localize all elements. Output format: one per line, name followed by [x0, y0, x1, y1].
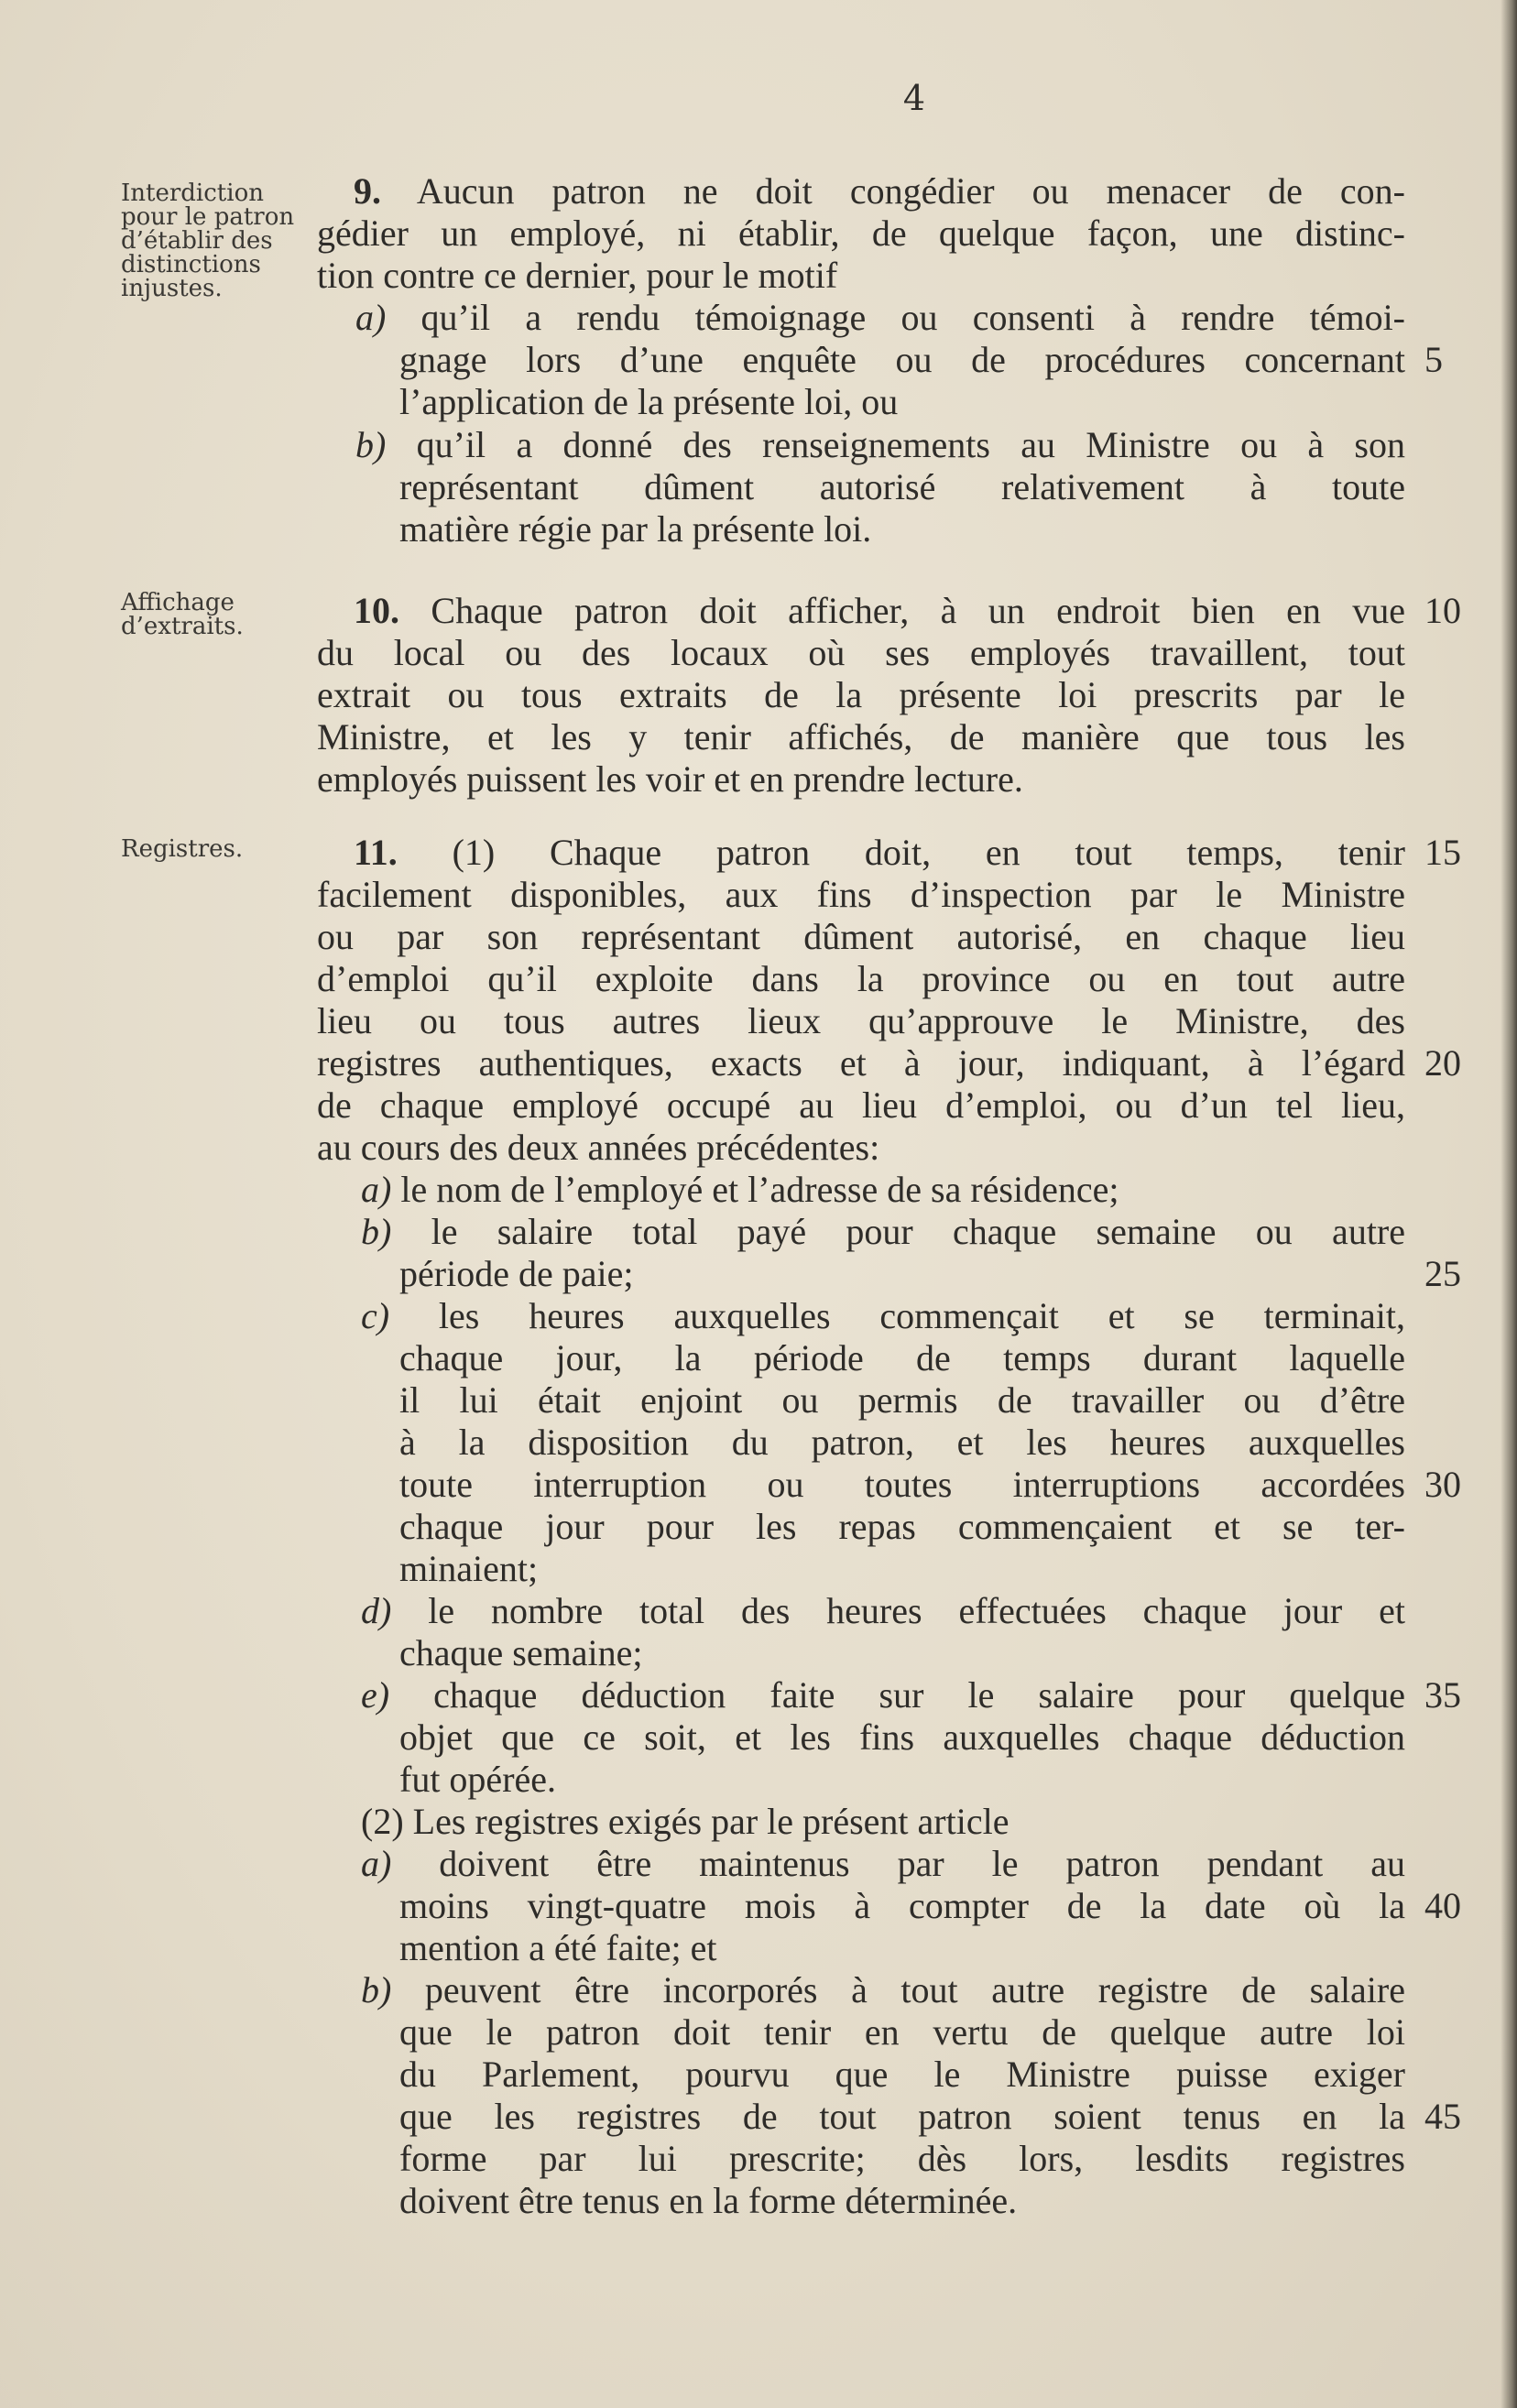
body-line — [399, 339, 1405, 381]
line-text: moins vingt-quatre mois à compter de la date où la — [399, 1885, 1405, 1926]
margin-note-line: Affichage — [121, 589, 235, 616]
body-line — [399, 1337, 1405, 1379]
body-line — [317, 916, 1405, 958]
body-line — [399, 2011, 1405, 2054]
body-line — [399, 1379, 1405, 1422]
body-line — [399, 1506, 1405, 1548]
margin-note-line: injustes. — [121, 275, 223, 302]
page-edge-shadow — [1501, 0, 1517, 2408]
margin-note-line: distinctions — [121, 251, 261, 278]
body-line — [317, 1084, 1405, 1127]
body-line — [354, 590, 1405, 632]
line-text: lieu ou tous autres lieux qu’approuve le Ministre, des — [317, 1000, 1405, 1041]
line-text: chaque jour pour les repas commençaient et se ter- — [399, 1506, 1405, 1547]
line-text: doivent être maintenus par le patron pendant au — [391, 1843, 1405, 1884]
body-line — [361, 1843, 1405, 1885]
body-line — [317, 874, 1405, 916]
line-text: que le patron doit tenir en vertu de quelque autre loi — [399, 2011, 1405, 2053]
line-text: du Parlement, pourvu que le Ministre puisse exiger — [399, 2054, 1405, 2095]
body-line — [317, 1000, 1405, 1042]
margin-line-number: 45 — [1424, 2096, 1461, 2137]
body-line — [361, 1211, 1405, 1253]
body-line — [399, 2054, 1405, 2096]
line-text: le salaire total payé pour chaque semaine ou autre — [391, 1211, 1405, 1252]
body-line — [399, 1927, 1405, 1969]
margin-line-number: 10 — [1424, 590, 1461, 631]
body-line — [399, 1716, 1405, 1759]
body-line — [354, 170, 1405, 212]
line-text: fut opérée. — [399, 1759, 557, 1800]
body-line — [317, 212, 1405, 255]
line-text: gédier un employé, ni établir, de quelque façon, une distinc- — [317, 212, 1405, 254]
body-line — [399, 1422, 1405, 1464]
margin-note-line: Interdiction — [121, 180, 264, 207]
body-line — [399, 1253, 1405, 1295]
body-line — [399, 1632, 1405, 1674]
line-text: objet que ce soit, et les fins auxquelles chaque déduction — [399, 1716, 1405, 1758]
line-text: le nom de l’employé et l’adresse de sa résidence; — [391, 1169, 1119, 1210]
line-text: qu’il a donné des renseignements au Ministre ou à son — [386, 424, 1405, 465]
line-text: registres authentiques, exacts et à jour, indiquant, à l’égard — [317, 1042, 1405, 1084]
section-number: 10. — [354, 590, 399, 631]
body-line — [399, 2138, 1405, 2180]
margin-note-line: d’établir des — [121, 227, 273, 255]
body-line — [399, 1885, 1405, 1927]
line-text: toute interruption ou toutes interruptions accordées — [399, 1464, 1405, 1505]
line-text: (2) Les registres exigés par le présent article — [361, 1801, 1010, 1842]
margin-line-number: 5 — [1424, 339, 1443, 380]
item-label: b) — [355, 424, 387, 465]
line-text: de chaque employé occupé au lieu d’emploi, ou d’un tel lieu, — [317, 1084, 1405, 1126]
item-label: c) — [361, 1295, 390, 1336]
body-line — [317, 958, 1405, 1000]
margin-line-number: 15 — [1424, 832, 1461, 873]
item-label: b) — [361, 1969, 392, 2010]
body-line — [361, 1295, 1405, 1337]
line-text: représentant dûment autorisé relativement à toute — [399, 466, 1405, 507]
line-text: matière régie par la présente loi. — [399, 508, 872, 550]
line-text: les heures auxquelles commençait et se terminait, — [389, 1295, 1405, 1336]
margin-line-number: 30 — [1424, 1464, 1461, 1505]
line-text: le nombre total des heures effectuées chaque jour et — [391, 1590, 1405, 1631]
item-label: a) — [361, 1169, 392, 1210]
body-line — [361, 1674, 1405, 1716]
line-text: du local ou des locaux où ses employés travaillent, tout — [317, 632, 1405, 673]
body-line — [399, 1464, 1405, 1506]
margin-note-line: d’extraits. — [121, 613, 244, 640]
body-line — [361, 1590, 1405, 1632]
body-line — [361, 1169, 1405, 1211]
body-line — [399, 1759, 1405, 1801]
body-line — [317, 758, 1405, 801]
line-text: l’application de la présente loi, ou — [399, 381, 899, 422]
item-label: a) — [355, 297, 387, 338]
margin-note-affichage — [121, 591, 313, 638]
line-text: chaque jour, la période de temps durant laquelle — [399, 1337, 1405, 1378]
body-line — [355, 424, 1405, 466]
item-label: d) — [361, 1590, 392, 1631]
line-text: (1) Chaque patron doit, en tout temps, tenir — [397, 832, 1405, 873]
line-text: qu’il a rendu témoignage ou consenti à rendre témoi- — [386, 297, 1405, 338]
page-number: 4 — [902, 78, 926, 118]
margin-line-number: 35 — [1424, 1674, 1461, 1716]
line-text: d’emploi qu’il exploite dans la province ou en tout autre — [317, 958, 1405, 999]
line-text: période de paie; — [399, 1253, 634, 1294]
line-text: facilement disponibles, aux fins d’inspection par le Ministre — [317, 874, 1405, 915]
body-line — [317, 716, 1405, 758]
line-text: extrait ou tous extraits de la présente loi prescrits par le — [317, 674, 1405, 715]
line-text: ou par son représentant dûment autorisé, en chaque lieu — [317, 916, 1405, 957]
section-number: 9. — [354, 170, 381, 212]
line-text: que les registres de tout patron soient tenus en la — [399, 2096, 1405, 2137]
item-label: a) — [361, 1843, 392, 1884]
body-line — [361, 1801, 1405, 1843]
line-text: chaque semaine; — [399, 1632, 643, 1673]
line-text: Chaque patron doit afficher, à un endroit bien en vue — [399, 590, 1405, 631]
item-label: b) — [361, 1211, 392, 1252]
body-line — [317, 1127, 1405, 1169]
margin-line-number: 25 — [1424, 1253, 1461, 1294]
margin-line-number: 20 — [1424, 1042, 1461, 1084]
body-line — [399, 2180, 1405, 2222]
line-text: gnage lors d’une enquête ou de procédures concernant — [399, 339, 1405, 380]
line-text: à la disposition du patron, et les heures auxquelles — [399, 1422, 1405, 1463]
line-text: peuvent être incorporés à tout autre registre de salaire — [391, 1969, 1405, 2010]
body-line — [399, 508, 1405, 550]
body-line — [317, 632, 1405, 674]
body-line — [399, 1548, 1405, 1590]
line-text: employés puissent les voir et en prendre lecture. — [317, 758, 1023, 800]
body-line — [317, 255, 1405, 297]
line-text: minaient; — [399, 1548, 539, 1589]
line-text: mention a été faite; et — [399, 1927, 717, 1968]
margin-note-interdiction — [121, 181, 313, 300]
line-text: doivent être tenus en la forme déterminée. — [399, 2180, 1018, 2221]
section-number: 11. — [354, 832, 398, 873]
line-text: tion contre ce dernier, pour le motif — [317, 255, 838, 296]
margin-note-registres — [121, 837, 313, 861]
body-line — [317, 674, 1405, 716]
body-line — [361, 1969, 1405, 2011]
body-line — [355, 297, 1405, 339]
margin-note-line: Registres. — [121, 835, 244, 863]
body-line — [399, 466, 1405, 508]
line-text: forme par lui prescrite; dès lors, lesdits registres — [399, 2138, 1405, 2179]
line-text: Aucun patron ne doit congédier ou menacer de con- — [381, 170, 1405, 212]
line-text: il lui était enjoint ou permis de travailler ou d’être — [399, 1379, 1405, 1421]
body-line — [354, 832, 1405, 874]
margin-note-line: pour le patron — [121, 203, 295, 231]
body-line — [399, 2096, 1405, 2138]
line-text: chaque déduction faite sur le salaire pour quelque — [389, 1674, 1405, 1716]
body-line — [399, 381, 1405, 423]
line-text: Ministre, et les y tenir affichés, de manière que tous les — [317, 716, 1405, 757]
item-label: e) — [361, 1674, 390, 1716]
line-text: au cours des deux années précédentes: — [317, 1127, 880, 1168]
body-line — [317, 1042, 1405, 1084]
margin-line-number: 40 — [1424, 1885, 1461, 1926]
